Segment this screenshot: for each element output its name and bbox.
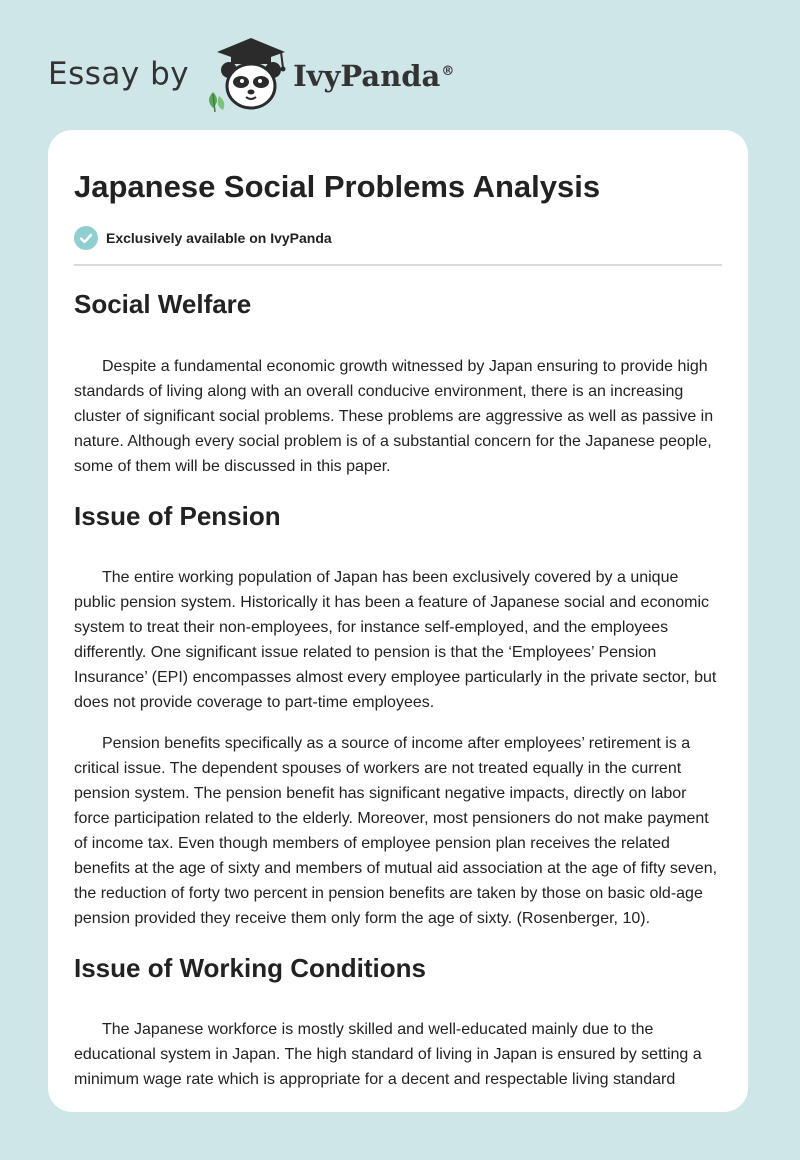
exclusive-label: Exclusively available on IvyPanda	[106, 230, 332, 246]
site-header	[48, 34, 454, 114]
check-circle-icon	[74, 226, 98, 250]
essay-by-label: Essay by	[48, 56, 190, 92]
title-divider	[74, 264, 722, 266]
panda-logo-icon[interactable]	[201, 34, 301, 114]
paragraph-pension-2: Pension benefits specifically as a source of income after employees’ retirement is a critical issue. The dependent spouses of workers are not treated equally in the current pension system. The pension benefit has significant negative impacts, directly on labor force participation related to the elderly. Moreover, most pensioners do not make payment of income tax. Even though members of employee pension plan receives the related benefits at the age of sixty and members of mutual aid association at the age of fifty seven, the reduction of forty two percent in pension benefits are taken by those on basic old-age pension provided they receive them only form the age of sixty. (Rosenberger, 10).	[74, 735, 718, 927]
section-heading-social-welfare: Social Welfare	[74, 289, 252, 319]
exclusive-badge	[74, 226, 722, 250]
registered-mark: ®	[441, 64, 455, 80]
paragraph-working-conditions: The Japanese workforce is mostly skilled and well-educated mainly due to the educational system in Japan. The high standard of living in Japan is ensured by setting a minimum wage rate which is appropriate for a decent and respectable living standard	[74, 1021, 702, 1088]
page-title: Japanese Social Problems Analysis	[74, 169, 601, 204]
section-heading-pension: Issue of Pension	[74, 501, 281, 531]
paragraph-pension-1: The entire working population of Japan has been exclusively covered by a unique public pension system. Historically it has been a feature of Japanese social and economic system to treat their non-employees, for instance self-employed, and the employees differently. One significant issue related to pension is that the ‘Employees’ Pension Insurance’ (EPI) encompasses almost every employee particularly in the private sector, but does not provide coverage to part-time employees.	[74, 569, 717, 711]
article-card	[48, 130, 748, 1112]
brand-name[interactable]: IvyPanda®	[293, 59, 455, 93]
section-heading-working-conditions: Issue of Working Conditions	[74, 953, 426, 983]
paragraph-social-welfare: Despite a fundamental economic growth witnessed by Japan ensuring to provide high standards of living along with an overall conducive environment, there is an increasing cluster of significant social problems. These problems are aggressive as well as passive in nature. Although every social problem is of a substantial concern for the Japanese people, some of them will be discussed in this paper.	[74, 358, 714, 475]
